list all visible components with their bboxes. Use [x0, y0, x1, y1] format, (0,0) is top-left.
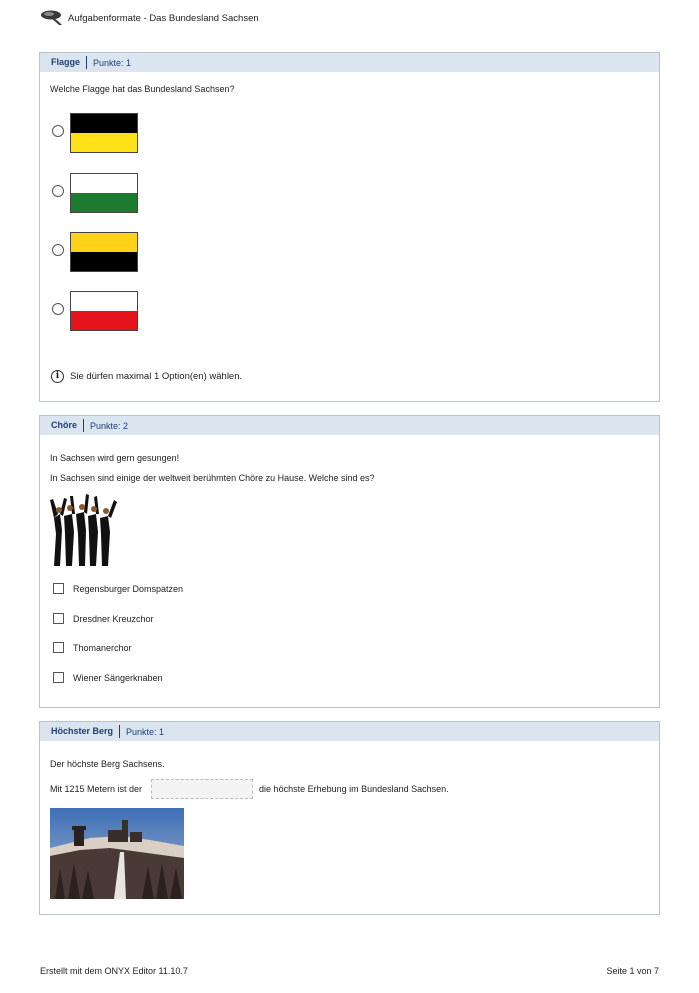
- flag-bottom-stripe: [71, 133, 137, 152]
- question-points: Punkte: 2: [90, 420, 129, 431]
- checkbox-option-1[interactable]: [53, 583, 183, 594]
- radio-option-1[interactable]: [52, 125, 64, 137]
- choir-image: [50, 494, 118, 568]
- selection-hint: [51, 370, 242, 383]
- flag-top-stripe: [71, 114, 137, 133]
- flag-option-4[interactable]: [70, 291, 138, 331]
- checkbox-option-3[interactable]: [53, 642, 132, 653]
- question-intro: In Sachsen wird gern gesungen!: [50, 453, 180, 463]
- gap-text-before: Mit 1215 Metern ist der: [50, 784, 143, 794]
- question-title: Flagge: [51, 56, 87, 69]
- checkbox[interactable]: [53, 583, 64, 594]
- flag-option-2[interactable]: [70, 173, 138, 213]
- question-text: Welche Flagge hat das Bundesland Sachsen?: [50, 84, 235, 94]
- checkbox-option-4[interactable]: [53, 672, 163, 683]
- document-header: [40, 8, 259, 28]
- card-header: [40, 416, 659, 435]
- question-card-choere: [39, 415, 660, 708]
- question-card-flagge: [39, 52, 660, 402]
- checkbox-option-2[interactable]: [53, 613, 154, 624]
- onyx-logo-icon: [40, 9, 64, 27]
- flag-top-stripe: [71, 233, 137, 252]
- selection-hint-text: Sie dürfen maximal 1 Option(en) wählen.: [70, 371, 243, 382]
- flag-top-stripe: [71, 174, 137, 193]
- checkbox[interactable]: [53, 672, 64, 683]
- gap-input[interactable]: [151, 779, 253, 799]
- card-header: [40, 53, 659, 72]
- footer-page-number: Seite 1 von 7: [606, 966, 659, 976]
- flag-top-stripe: [71, 292, 137, 311]
- radio-option-2[interactable]: [52, 185, 64, 197]
- checkbox[interactable]: [53, 642, 64, 653]
- info-icon: i: [51, 370, 64, 383]
- footer-left: Erstellt mit dem ONYX Editor 11.10.7: [40, 966, 188, 976]
- flag-option-1[interactable]: [70, 113, 138, 153]
- checkbox-label: Dresdner Kreuzchor: [73, 613, 154, 624]
- checkbox-label: Regensburger Domspatzen: [73, 583, 184, 594]
- checkbox-label: Thomanerchor: [73, 642, 132, 653]
- checkbox[interactable]: [53, 613, 64, 624]
- gap-sentence: [50, 779, 449, 799]
- flag-bottom-stripe: [71, 311, 137, 330]
- mountain-photo: [50, 808, 184, 899]
- question-title: Höchster Berg: [51, 725, 120, 738]
- question-intro: Der höchste Berg Sachsens.: [50, 759, 165, 769]
- flag-bottom-stripe: [71, 252, 137, 271]
- document-title: Aufgabenformate - Das Bundesland Sachsen: [68, 12, 259, 24]
- question-card-berg: [39, 721, 660, 915]
- checkbox-label: Wiener Sängerknaben: [73, 672, 163, 683]
- card-header: [40, 722, 659, 741]
- flag-option-3[interactable]: [70, 232, 138, 272]
- radio-option-4[interactable]: [52, 303, 64, 315]
- question-title: Chöre: [51, 419, 84, 432]
- gap-text-after: die höchste Erhebung im Bundesland Sachsen.: [259, 784, 449, 794]
- question-points: Punkte: 1: [93, 57, 132, 68]
- question-points: Punkte: 1: [126, 726, 165, 737]
- flag-bottom-stripe: [71, 193, 137, 212]
- radio-option-3[interactable]: [52, 244, 64, 256]
- question-text: In Sachsen sind einige der weltweit berühmten Chöre zu Hause. Welche sind es?: [50, 473, 375, 483]
